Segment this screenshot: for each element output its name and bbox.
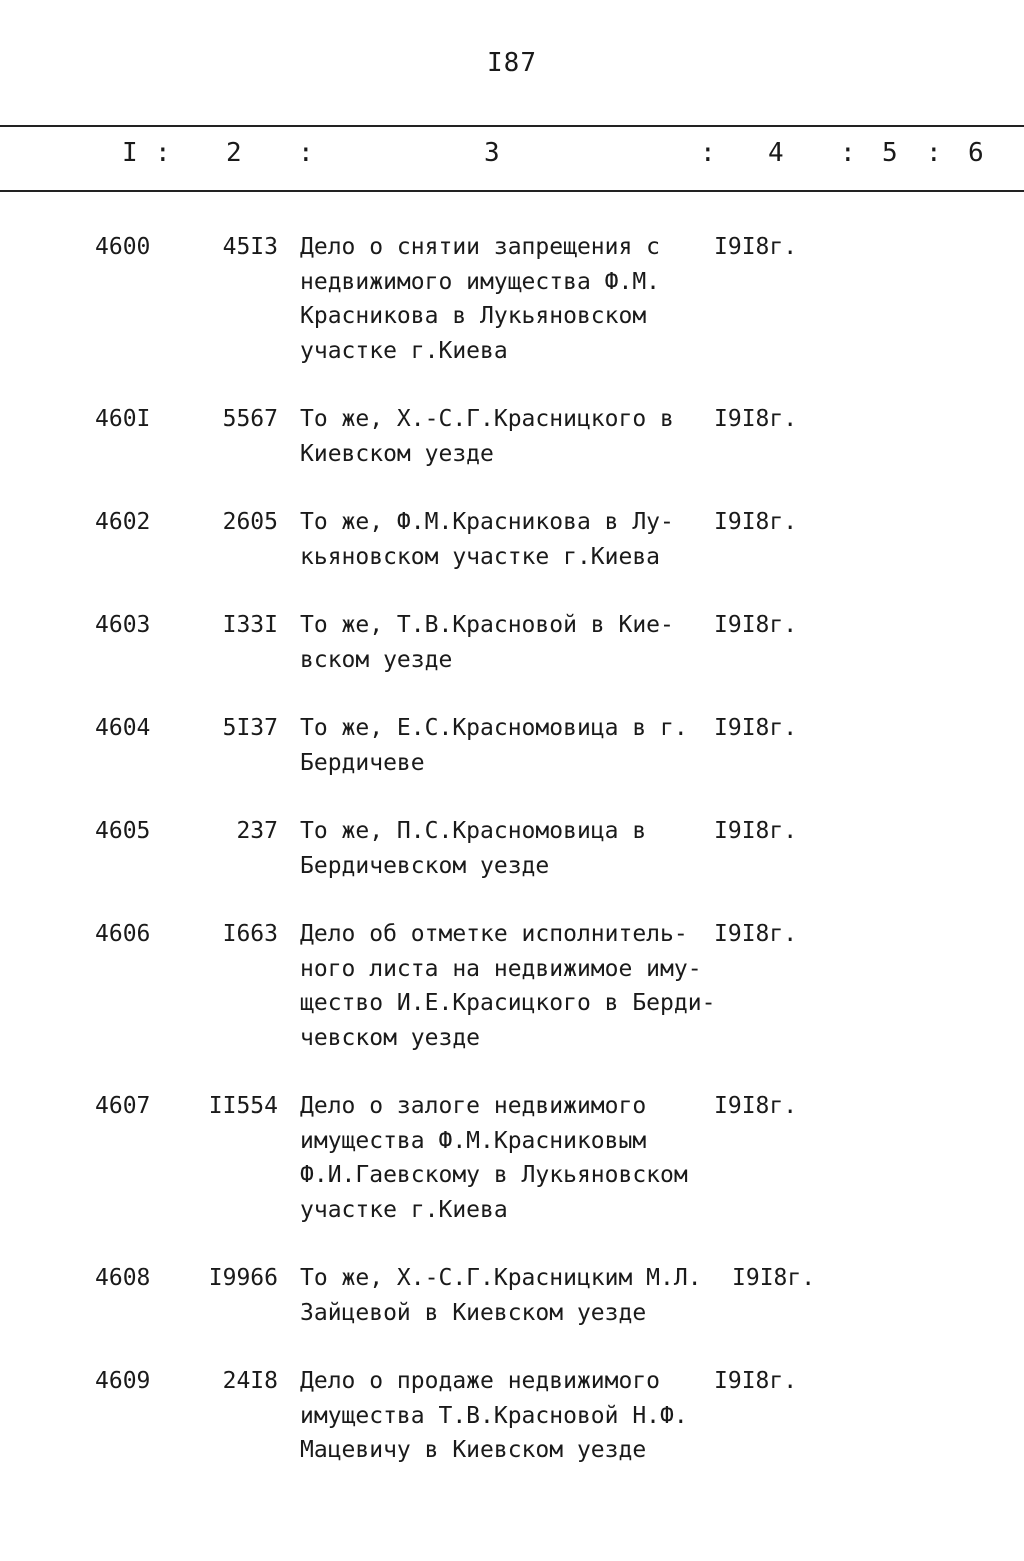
record-row xyxy=(0,711,1024,780)
record-row xyxy=(0,917,1024,1055)
record-number: 4602 xyxy=(95,509,151,535)
column-header xyxy=(0,138,1024,174)
header-col-5: 5 xyxy=(882,138,898,168)
record-year: I9I8г. xyxy=(732,1265,816,1291)
record-number: 4605 xyxy=(95,818,151,844)
record-ref: 5I37 xyxy=(222,715,278,741)
record-row xyxy=(0,230,1024,368)
header-col-4: 4 xyxy=(768,138,784,168)
header-bottom-rule xyxy=(0,190,1024,192)
record-year: I9I8г. xyxy=(714,1093,798,1119)
record-year: I9I8г. xyxy=(714,1368,798,1394)
record-row xyxy=(0,1089,1024,1227)
record-description: Дело о продаже недвижимого имущества Т.В.Красновой Н.Ф. Мацевичу в Киевском уезде xyxy=(300,1368,688,1463)
record-description: То же, Е.С.Красномовица в г. Бердичеве xyxy=(300,715,688,776)
record-description: То же, Т.В.Красновой в Кие- вском уезде xyxy=(300,612,674,673)
record-description: Дело об отметке исполнитель- ного листа на недвижимое иму- щество И.Е.Красицкого в Берди- чевском уезде xyxy=(300,921,716,1051)
header-col-6: 6 xyxy=(968,138,984,168)
record-description: То же, Ф.М.Красникова в Лу- кьяновском участке г.Киева xyxy=(300,509,674,570)
record-description: То же, Х.-С.Г.Красницкого в Киевском уезде xyxy=(300,406,674,467)
record-number: 4608 xyxy=(95,1265,151,1291)
record-number: 4600 xyxy=(95,234,151,260)
record-year: I9I8г. xyxy=(714,406,798,432)
record-list xyxy=(0,230,1024,1502)
header-col-3: 3 xyxy=(484,138,500,168)
record-ref: 2605 xyxy=(222,509,278,535)
record-row xyxy=(0,814,1024,883)
header-col-2: 2 xyxy=(226,138,242,168)
record-number: 4609 xyxy=(95,1368,151,1394)
record-number: 460I xyxy=(95,406,151,432)
record-ref: 237 xyxy=(236,818,278,844)
header-col-1: I xyxy=(122,138,138,168)
record-year: I9I8г. xyxy=(714,509,798,535)
record-number: 4607 xyxy=(95,1093,151,1119)
record-ref: 5567 xyxy=(222,406,278,432)
record-ref: 45I3 xyxy=(222,234,278,260)
record-ref: II554 xyxy=(208,1093,278,1119)
record-year: I9I8г. xyxy=(714,234,798,260)
record-ref: I663 xyxy=(222,921,278,947)
header-separator: : xyxy=(840,138,856,168)
record-year: I9I8г. xyxy=(714,612,798,638)
record-number: 4603 xyxy=(95,612,151,638)
record-number: 4604 xyxy=(95,715,151,741)
record-row xyxy=(0,608,1024,677)
record-row xyxy=(0,505,1024,574)
record-year: I9I8г. xyxy=(714,818,798,844)
record-description: То же, Х.-С.Г.Красницким М.Л. Зайцевой в Киевском уезде xyxy=(300,1265,702,1326)
record-ref: I9966 xyxy=(208,1265,278,1291)
record-description: То же, П.С.Красномовица в Бердичевском уезде xyxy=(300,818,647,879)
record-year: I9I8г. xyxy=(714,715,798,741)
record-number: 4606 xyxy=(95,921,151,947)
record-ref: I33I xyxy=(222,612,278,638)
record-row xyxy=(0,402,1024,471)
record-ref: 24I8 xyxy=(222,1368,278,1394)
record-description: Дело о залоге недвижимого имущества Ф.М.Красниковым Ф.И.Гаевскому в Лукьяновском участке г.Киева xyxy=(300,1093,688,1223)
header-separator: : xyxy=(700,138,716,168)
record-row xyxy=(0,1261,1024,1330)
header-separator: : xyxy=(298,138,314,168)
record-description: Дело о снятии запрещения с недвижимого имущества Ф.М. Красникова в Лукьяновском участке г.Киева xyxy=(300,234,661,364)
header-top-rule xyxy=(0,125,1024,127)
header-separator: : xyxy=(926,138,942,168)
header-separator: : xyxy=(155,138,171,168)
page-number: I87 xyxy=(487,48,537,78)
record-year: I9I8г. xyxy=(714,921,798,947)
record-row xyxy=(0,1364,1024,1468)
